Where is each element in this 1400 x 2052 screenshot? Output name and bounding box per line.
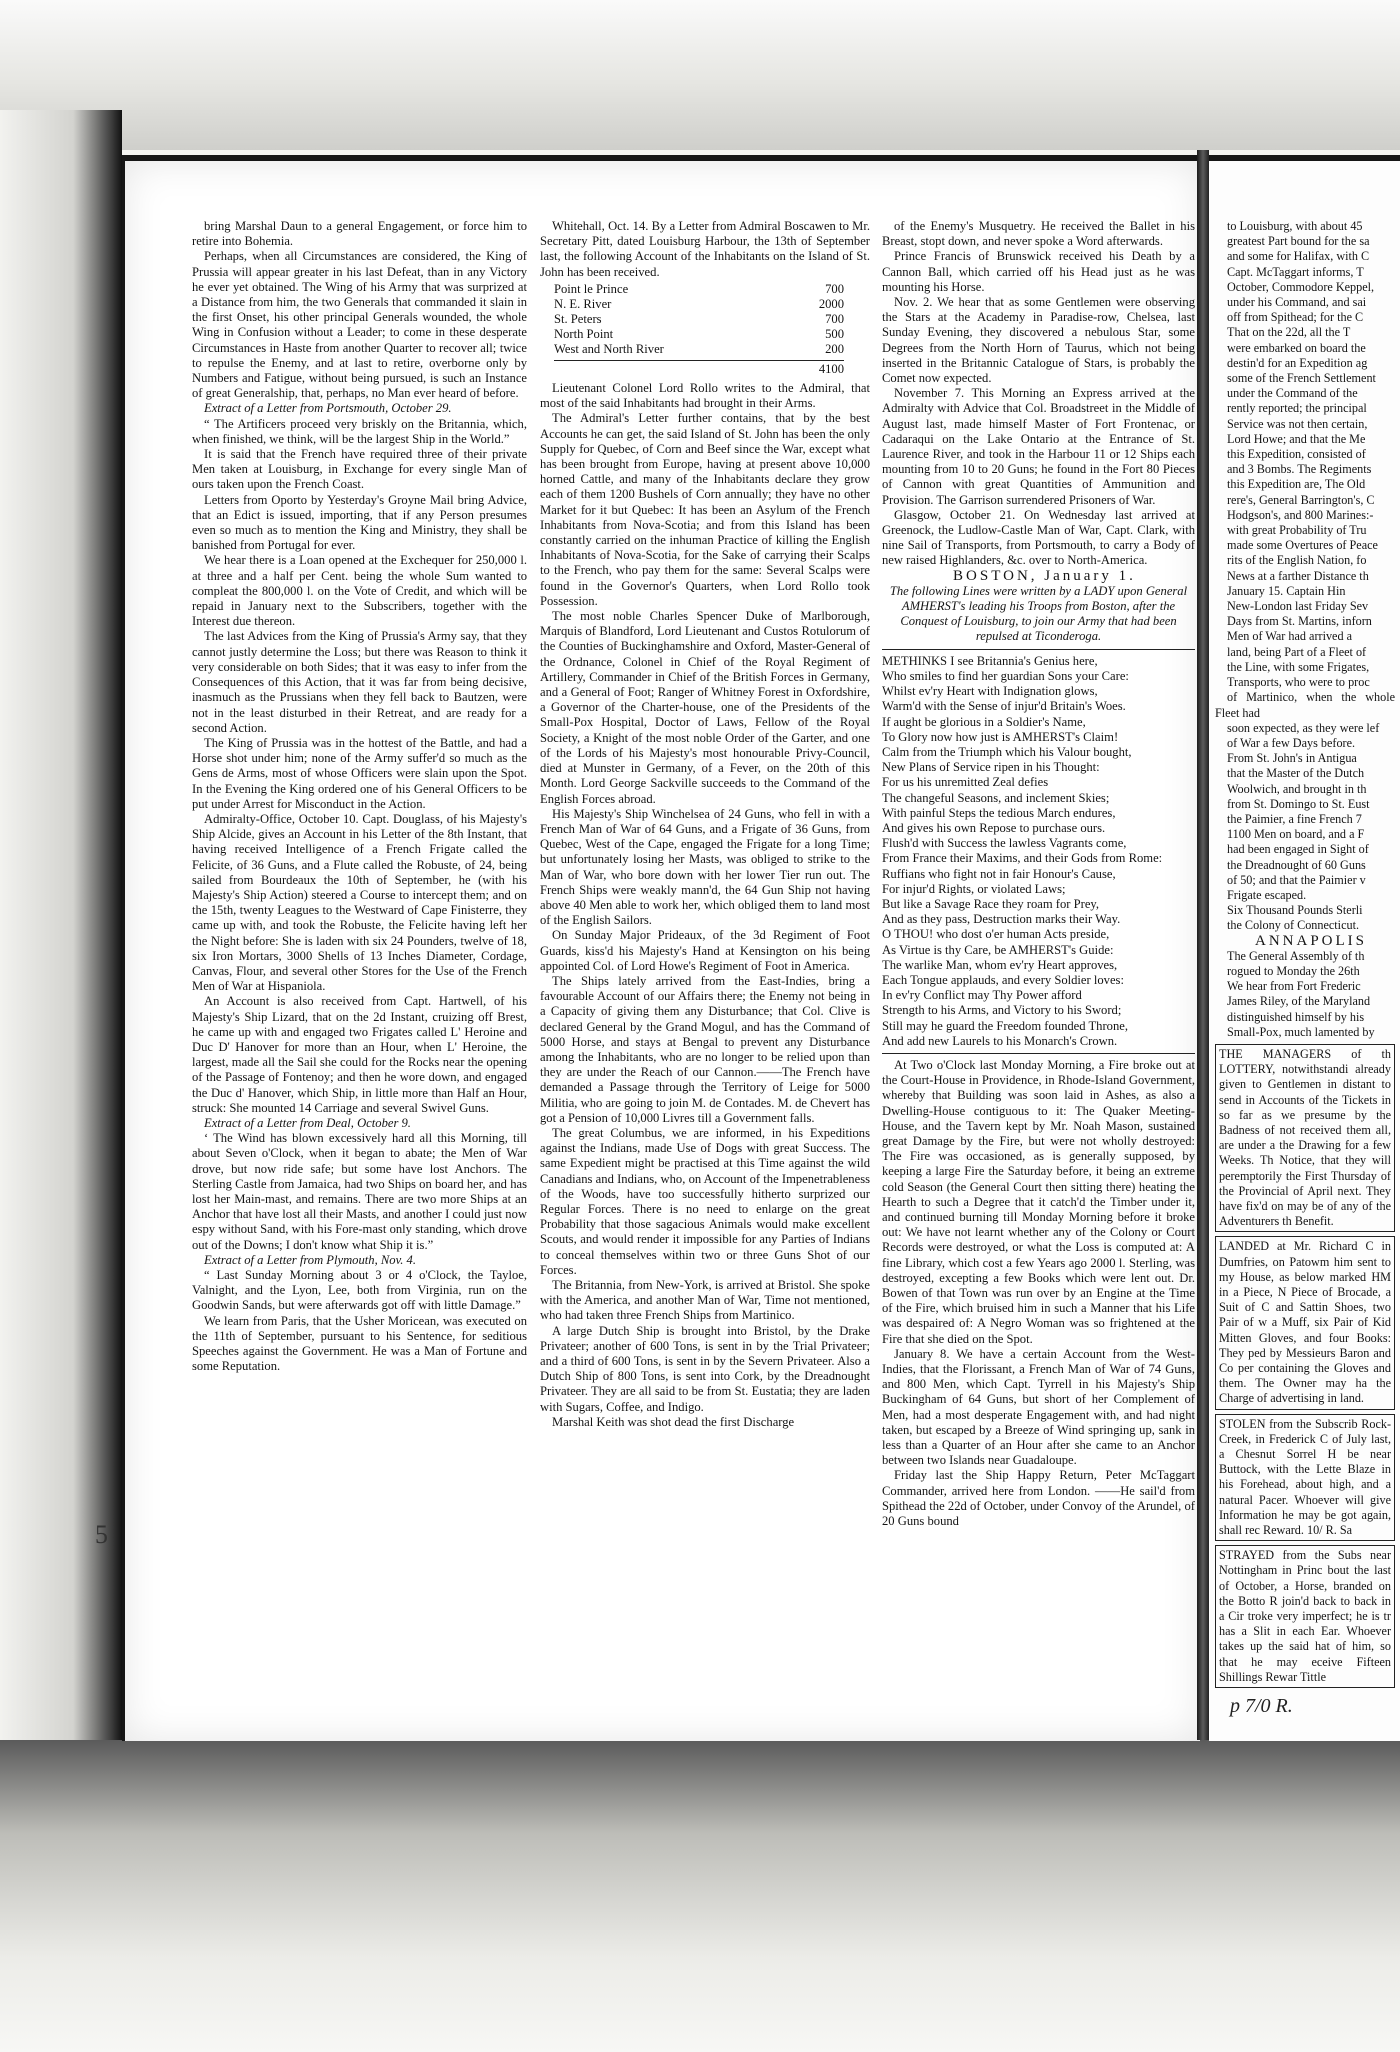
landed-notice: LANDED at Mr. Richard C in Dumfries, on Patowm him sent to my House, as below marked HM in a Piece, N Piece of Brocade, a Suit of C and Sattin Shoes, two Pair of w a Muff, six Pair of Kid Mitten Gloves, and four Books: They ped by Messieurs Baron and Co per containing the Gloves and them. The Owner may ha the Charge of advertising in land. [1215,1236,1395,1409]
article-paragraph: The King of Prussia was in the hottest of the Battle, and had a Horse shot under him; none of the Army suffer'd so much as the Gens de Arms, most of whose Officers were slain upon the Spot. In the Evening the King ordered one of his General Officers to be put under Arrest for Misconduct in the Action. [192,735,527,811]
poem-line: Each Tongue applauds, and every Soldier loves: [882,972,1124,987]
poem-line: If aught be glorious in a Soldier's Name, [882,714,1086,729]
place-name: Point le Prince [554,281,629,296]
lottery-notice: THE MANAGERS of th LOTTERY, notwithstandi already given to Gentlemen in distant to send in Accounts of the Tickets in so far as we presume by the Badness of not received them all, are under a the Drawing for a few Weeks. Th Notice, that they will peremptorily the First Thursday of the Provincial of April next. They have fix'd on may be of any of the Adventurers th Benefit. [1215,1044,1395,1232]
article-paragraph: An Account is also received from Capt. Hartwell, of his Majesty's Ship Lizard, that on the 2d Instant, cruizing off Brest, he came up with and engaged two Frigates called L' Heroine and Duc D' Hanover for more than an Hour, when L' Heroine, the largest, made all the Sail she could for the Rocks near the opening of the Passage of Fontenoy; and then he wore down, and engaged the Duc d' Hanover, which Ship, in little more than Half an Hour, struck: She mounted 14 Carriage and several Swivel Guns. [192,994,527,1115]
article-paragraph: On Sunday Major Prideaux, of the 3d Regiment of Foot Guards, kiss'd his Majesty's Hand at Kensington on his being appointed Col. of Lord Howe's Regiment of Foot in America. [540,928,870,973]
article-line: to Louisburg, with about 45 [1227,219,1363,233]
article-line: Hodgson's, and 800 Marines:- [1227,507,1374,522]
article-line: rogued to Monday the 26th [1227,963,1360,978]
margin-mark: 5 [95,1520,108,1549]
poem-line: Still may he guard the Freedom founded Throne, [882,1018,1128,1033]
article-paragraph: A large Dutch Ship is brought into Bristol, by the Drake Privateer; another of 600 Tons, is sent in by the Trial Privateer; and a third of 600 Tons, is sent in by the Severn Privateer. Also a Dutch Ship of 800 Tons, is sent into Cork, by the Dreadnought Privateer. They are all said to be from St. Eustatia; they are laden with Sugars, Coffee, and Indigo. [540,1323,870,1414]
table-row [554,342,844,357]
article-paragraph: Nov. 2. We hear that as some Gentlemen were observing the Stars at the Academy in Paradise-row, Chelsea, last Sunday Evening, they discovered a nebulous Star, some Degrees from the North Horn of Taurus, which not being inserted in the Britannic Catalogue of Stars, is probably the Comet now expected. [882,295,1195,386]
article-paragraph: “ Last Sunday Morning about 3 or 4 o'Clock, the Tayloe, Valnight, and the Lyon, Lee, both from Virginia, run on the Goodwin Sands, but were afterwards got off with little Damage.” [192,1268,527,1313]
article-paragraph: Extract of a Letter from Portsmouth, October 29. [204,401,452,416]
poem-line: Warm'd with the Sense of injur'd Britain's Woes. [882,699,1126,714]
article-line: That on the 22d, all the T [1227,325,1351,340]
article-line: New-London last Friday Sev [1227,599,1369,614]
article-line: land, being Part of a Fleet of [1227,644,1367,659]
divider [882,1053,1195,1054]
table-row [554,282,844,297]
annapolis-heading: ANNAPOLIS [1254,932,1367,949]
poem-line: Who smiles to find her guardian Sons your Care: [882,668,1129,683]
article-line: and some for Halifax, with C [1227,249,1370,264]
poem-line: METHINKS I see Britannia's Genius here, [882,653,1098,668]
article-paragraph: The Ships lately arrived from the East-Indies, bring a favourable Account of our Affairs there; the Enemy not being in a Capacity of giving them any Disturbance; that Col. Clive is declared General by the Grand Mogul, and has the Command of 5000 Horse, and stays at Bengal to prevent any Disturbance among the Inhabitants, who are no longer to be relied upon than they are under the Reach of our Cannon.——The French have demanded a Passage through the Territory of Leige for 5000 Militia, who are going to join M. de Contades. M. de Chevert has got a Pension of 10,000 Livres till a Government falls. [540,973,870,1125]
article-line: Small-Pox, much lamented by [1227,1024,1375,1039]
article-line: the Line, with some Frigates, [1227,659,1370,674]
article-paragraph: November 7. This Morning an Express arrived at the Admiralty with Advice that Col. Broadstreet in the Middle of August last, made himself Master of Fort Frontenac, or Cadaraqui on the Lake Ontario at the Entrance of St. Laurence River, and took in the Harbour 11 or 12 Ships each mounting from 10 to 20 Guns; he found in the Fort 80 Pieces of Cannon with great Quantities of Ammunition and Provision. The Garrison surrendered Prisoners of War. [882,386,1195,507]
article-line: the Paimier, a fine French 7 [1227,811,1362,826]
poem-line: In ev'ry Conflict may Thy Power afford [882,988,1082,1003]
place-name: West and North River [554,341,664,356]
article-line: Transports, who were to proc [1227,675,1370,690]
article-paragraph: January 8. We have a certain Account from the West-Indies, that the Florissant, a French Man of War of 74 Guns, and 800 Men, which Capt. Tyrrell in his Majesty's Ship Buckingham of 64 Guns, but short of her Complement of Men, had a most desperate Engagement with, and had night taken, but escaped by a Breeze of Wind springing up, sank in less than a Quarter of an Hour after she came to an Anchor between two Islands near Guadaloupe. [882,1346,1195,1468]
whitehall-intro: Whitehall, Oct. 14. By a Letter from Admiral Boscawen to Mr. Secretary Pitt, dated Louisburg Harbour, the 13th of September last, the following Account of the Inhabitants on the Island of St. John has been received. [540,219,870,279]
article-line: this Expedition, consisted of [1227,447,1366,462]
article-line: The General Assembly of th [1227,948,1365,963]
article-line: distinguished himself by his [1227,1009,1365,1024]
article-line: of Martinico, when the whole Fleet had [1215,690,1395,720]
scan-background-left [0,110,122,1750]
article-line: Six Thousand Pounds Sterli [1227,903,1363,918]
poem-line: The changeful Seasons, and inclement Skies; [882,790,1110,805]
place-name: St. Peters [554,311,602,326]
article-paragraph: It is said that the French have required three of their private Men taken at Louisburg, in Exchange for every single Man of ours taken upon the French Coast. [192,447,527,492]
newspaper-page [122,155,1200,1741]
scan-background-bottom [0,1740,1400,2052]
article-line: destin'd for an Expedition ag [1227,355,1368,370]
poem-line: From France their Maxims, and their Gods from Rome: [882,851,1163,866]
adjacent-page [1209,155,1400,1741]
page-gutter [1197,150,1209,1740]
article-paragraph: of the Enemy's Musquetry. He received the Ballet in his Breast, stopt down, and never spoke a Word afterwards. [882,219,1195,249]
article-paragraph: The great Columbus, we are informed, in his Expeditions against the Indians, made Use of Dogs with great Success. The same Expedient might be practised at this Time against the wild Canadians and Indians, who, on Account of the Impenetrableness of the Woods, have too successfully hitherto surprized our Regular Forces. There is no need to enlarge on the great Probability that those sagacious Animals would make excellent Scouts, and would render it impossible for any Parties of Indians to conceal themselves within two or three Guns Shot of our Forces. [540,1125,870,1277]
article-line: Men of War had arrived a [1227,629,1353,644]
article-paragraph: Extract of a Letter from Plymouth, Nov. 4. [204,1252,416,1267]
article-paragraph: Lieutenant Colonel Lord Rollo writes to the Admiral, that most of the said Inhabitants had brought in their Arms. [540,381,870,411]
table-row [554,312,844,327]
article-paragraph: At Two o'Clock last Monday Morning, a Fire broke out at the Court-House in Providence, in Rhode-Island Government, whereby that Building was soon laid in Ashes, as also a Dwelling-House contiguous to it: The Quaker Meeting-House, and the Tavern kept by Mr. Noah Mason, sustained great Damage by the Fire, but were not wholly destroyed: The Fire was occasioned, as is generally supposed, by keeping a large Fire the Saturday before, it being an extreme cold Season (the General Court then sitting there) heating the Hearth to such a Degree that it catch'd the Timber under it, and continued burning till Monday Morning before it broke out: We have not learnt whether any of the Colony or Court Records were destroyed, or what the Loss is computed at: A fine Library, which cost a few Years ago 2000 l. Sterling, was destroyed, excepting a few Books which were lent out. Dr. Bowen of that Town was run over by an Engine at the Time of the Fire, which bruised him in such a Manner that his Life was despaired of: A Negro Woman was so frightened at the Fire that she died on the Spot. [882,1057,1195,1346]
article-line: the Colony of Connecticut. [1227,918,1360,933]
article-line: that the Master of the Dutch [1227,766,1365,781]
poem-line: Whilst ev'ry Heart with Indignation glows, [882,684,1098,699]
article-paragraph: We hear there is a Loan opened at the Exchequer for 250,000 l. at three and a half per Cent. being the whole Sum wanted to compleat the 800,000 l. on the Vote of Credit, and which will be repaid in January next to the Subscribers, together with the Interest due thereon. [192,553,527,629]
article-paragraph: The last Advices from the King of Prussia's Army say, that they cannot justly determine the Loss; but there was Reason to think it very considerable on both Sides; that it was easy to infer from the Consequences of this Action, that it was far from being decisive, inasmuch as the Prussians when they fell back to Bautzen, were not in the least disturbed in their Retreat, and are ready for a second Action. [192,629,527,735]
article-line: soon expected, as they were lef [1227,720,1380,735]
article-line: the Dreadnought of 60 Guns [1227,857,1366,872]
column-2 [540,219,870,1739]
poem-line: Ruffians who fight not in fair Honour's Cause, [882,866,1116,881]
poem-line: To Glory now how just is AMHERST's Claim! [882,729,1119,744]
article-line: under his Command, and sai [1227,295,1367,310]
table-total: 4100 [554,360,844,377]
inhabitant-count: 200 [825,341,844,356]
stolen-notice: STOLEN from the Subscrib Rock-Creek, in Frederick C of July last, a Chesnut Sorrel H be near Buttock, with the Lette Blaze in his Forehead, about high, and a natural Pacer. Whoever will give Information he may be got again, shall rec Reward. 10/ R. Sa [1215,1414,1395,1542]
article-line: rits of the English Nation, fo [1227,553,1367,568]
article-paragraph: We learn from Paris, that the Usher Moricean, was executed on the 11th of September, pursuant to his Sentence, for seditious Speeches against the Government. He was a Man of Fortune and some Reputation. [192,1313,527,1374]
poem-intro: The following Lines were written by a LADY upon General AMHERST's leading his Troops from Boston, after the Conquest of Louisburg, to join our Army that had been repulsed at Ticonderoga. [889,583,1188,644]
poem-line: The warlike Man, whom ev'ry Heart approves, [882,957,1118,972]
article-line: rently reported; the principal [1227,401,1367,416]
poem-line: As Virtue is thy Care, be AMHERST's Guide: [882,942,1114,957]
poem-line: O THOU! who dost o'er human Acts preside, [882,927,1110,942]
column-4 [1215,219,1395,1741]
article-line: From St. John's in Antigua [1227,751,1357,766]
divider [882,649,1195,650]
article-paragraph: Letters from Oporto by Yesterday's Groyne Mail bring Advice, that an Edict is issued, importing, that if any Person presumes even so much as to mention the King and Ministry, they shall be banished from Portugal for ever. [192,492,527,553]
poem-line: Strength to his Arms, and Victory to his Sword; [882,1003,1122,1018]
article-line: under the Command of the [1227,386,1358,401]
strayed-notice: STRAYED from the Subs near Nottingham in Princ bout the last of October, a Horse, branded on the Botto R join'd back to back in a Cir troke very imperfect; he is tr has a Slit in each Ear. Whoever takes up the said hat of him, so that he may eceive Fifteen Shillings Rewar Tittle [1215,1545,1395,1688]
poem-line: Calm from the Triumph which his Valour bought, [882,744,1132,759]
boston-heading: BOSTON, January 1. [953,567,1136,584]
scan-background-top [0,0,1400,150]
article-line: of War a few Days before. [1227,735,1356,750]
article-line: this Expedition are, The Old [1227,477,1366,492]
article-line: October, Commodore Keppel, [1227,279,1375,294]
article-paragraph: Prince Francis of Brunswick received his Death by a Cannon Ball, which carried off his Head just as he was mounting his Horse. [882,249,1195,294]
article-line: Capt. McTaggart informs, T [1227,264,1364,279]
article-paragraph: Glasgow, October 21. On Wednesday last arrived at Greenock, the Ludlow-Castle Man of War, Capt. Clark, with nine Sail of Transports, from Portsmouth, to carry a Body of new raised Highlanders, &c. over to North-America. [882,507,1195,568]
poem-line: New Plans of Service ripen in his Thought: [882,760,1100,775]
article-paragraph: Extract of a Letter from Deal, October 9. [204,1115,411,1130]
poem [882,654,1195,1049]
article-paragraph: The Admiral's Letter further contains, that by the best Accounts he can get, the said Island of St. John has been the only Supply for Quebec, of Corn and Beef since the War, except what has been brought from Europe, having at present above 10,000 horned Cattle, and many of the Inhabitants declare they grow each of them 1200 Bushels of Corn annually; they have no other Market for it but Quebec: It has been an Asylum of the French Inhabitants from Nova-Scotia; and from this Island has been constantly carried on the inhuman Practice of killing the English Inhabitants of Nova-Scotia, for the Sake of carrying their Scalps to the French, who pay them for the same: Several Scalps were found in the Governor's Quarters, when Lord Rollo took Possession. [540,411,870,608]
article-line: James Riley, of the Maryland [1227,994,1371,1009]
article-line: January 15. Captain Hin [1227,583,1346,598]
article-line: had been engaged in Sight of [1227,842,1369,857]
article-paragraph: Perhaps, when all Circumstances are considered, the King of Prussia will appear greater in his last Defeat, than in any Victory he ever yet obtained. The Wing of his Army that was surprized at a Distance from him, the two Generals that commanded it slain in the first Onset, his other principal Generals wounded, the whole Wing in Confusion without a Leader; to come in these desperate Circumstances in Haste from another Quarter to recover all; twice to repulse the Enemy, and at last to retire, overborne only by Numbers and Fatigue, without being pursued, is such an Instance of great Generalship, that, perhaps, no Man ever heard of before. [192,249,527,401]
inhabitants-table [554,282,844,377]
poem-line: For injur'd Rights, or violated Laws; [882,881,1066,896]
inhabitant-count: 700 [825,311,844,326]
article-line: some of the French Settlement [1227,371,1376,386]
poem-line: But like a Savage Race they roam for Prey, [882,896,1100,911]
article-paragraph: ‘ The Wind has blown excessively hard all this Morning, till about Seven o'Clock, when it began to abate; the Men of War drove, but now ride safe; but some have lost Anchors. The Sterling Castle from Jamaica, had two Ships on board her, and has lost her Main-mast, and remains. There are two more Ships at an Anchor that have lost all their Masts, and another I could just now espy without Sand, with his Fore-mast only standing, which drove out of the Downs; I don't know what Ship it is.” [192,1131,527,1252]
inhabitant-count: 700 [825,281,844,296]
poem-line: And add new Laurels to his Monarch's Crown. [882,1033,1118,1048]
article-paragraph: bring Marshal Daun to a general Engagement, or force him to retire into Bohemia. [192,219,527,249]
article-line: Frigate escaped. [1227,887,1307,902]
article-line: with great Probability of Tru [1227,523,1367,538]
article-line: Lord Howe; and that the Me [1227,431,1366,446]
article-line: from St. Domingo to St. Eust [1227,796,1370,811]
column-3 [882,219,1195,1739]
article-line: Service was not then certain, [1227,416,1368,431]
inhabitant-count: 500 [825,326,844,341]
poem-line: Flush'd with Success the lawless Vagrants come, [882,836,1127,851]
article-line: Woolwich, and brought in th [1227,781,1367,796]
table-row [554,297,844,312]
article-line: were embarked on board the [1227,340,1366,355]
article-paragraph: His Majesty's Ship Winchelsea of 24 Guns, who fell in with a French Man of War of 64 Guns, and a Frigate of 36 Guns, from Quebec, West of the Cape, engaged the Frigate for a long Time; but unfortunately losing her Masts, was obliged to strike to the Man of War, who bore down with her lower Tier run out. The French Ships were weakly mann'd, the 64 Gun Ship not having above 40 Men able to work her, which obliged them to land most of the English Sailors. [540,806,870,928]
inhabitant-count: 2000 [818,296,844,311]
article-line: of 50; and that the Paimier v [1227,872,1366,887]
poem-line: And gives his own Repose to purchase ours. [882,820,1106,835]
article-paragraph: Marshal Keith was shot dead the first Discharge [552,1414,795,1429]
article-line: greatest Part bound for the sa [1227,234,1370,249]
article-paragraph: The Britannia, from New-York, is arrived at Bristol. She spoke with the America, and another Man of War, Time not mentioned, who had taken three French Ships from Martinico. [540,1278,870,1323]
article-paragraph: Friday last the Ship Happy Return, Peter McTaggart Commander, arrived here from London. ——He sail'd from Spithead the 22d of October, under Convoy of the Arundel, of 20 Guns bound [882,1468,1195,1529]
article-line: and 3 Bombs. The Regiments [1227,462,1372,477]
poem-line: With painful Steps the tedious March endures, [882,805,1116,820]
poem-line: For us his unremitted Zeal defies [882,775,1049,790]
article-line: News at a farther Distance th [1227,568,1369,583]
article-paragraph: “ The Artificers proceed very briskly on the Britannia, which, when finished, we think, will be the largest Ship in the World.” [192,416,527,446]
column-1 [192,219,527,1739]
table-row [554,327,844,342]
poem-line: And as they pass, Destruction marks their Way. [882,912,1121,927]
article-paragraph: The most noble Charles Spencer Duke of Marlborough, Marquis of Blandford, Lord Lieutenant and Custos Rotulorum of the Counties of Buckinghamshire and Oxford, Master-General of the Ordnance, Colonel in Chief of the Royal Regiment of Artillery, Commander in Chief of the British Forces in Germany, and a General of Foot; Ranger of Whitney Forest in Oxfordshire, a Governor of the Charter-house, one of the Presidents of the Small-Pox Hospital, Doctor of Laws, Fellow of the Royal Society, a Knight of the most noble Order of the Garter, and one of the Lords of his Majesty's most honourable Privy-Council, died at Munster in Germany, of a Fever, on the 20th of this Month. Lord George Sackville succeeds to the Command of the English Forces abroad. [540,609,870,806]
place-name: North Point [554,326,614,341]
article-line: We hear from Fort Frederic [1227,979,1361,994]
article-paragraph: Admiralty-Office, October 10. Capt. Douglass, of his Majesty's Ship Alcide, gives an Account in his Letter of the 8th Instant, that having received Intelligence of a French Frigate called the Felicite, of 36 Guns, and a Flute called the Robuste, of 24, being sailed from Bourdeaux the 10th of September, he (with his Majesty's Ship Action) steered a Course to intercept them; and on the 15th, twenty Leagues to the Westward of Cape Finisterre, they came up with, and took the Robuste, the Felicite having left her the Night before: She is laden with six 24 Pounders, twelve of 18, six Iron Mortars, 3000 Shells of 13 Inches Diameter, Cordage, Canvas, Flour, and several other Stores for the Use of the French Men of War at Hispaniola. [192,811,527,994]
article-line: rere's, General Barrington's, C [1227,492,1375,507]
handwritten-note: p 7/0 R. [1230,1695,1293,1717]
article-line: Days from St. Martins, inforn [1227,614,1372,629]
article-line: made some Overtures of Peace [1227,538,1378,553]
article-line: off from Spithead; for the C [1227,310,1364,325]
place-name: N. E. River [554,296,612,311]
article-line: 1100 Men on board, and a F [1227,827,1365,842]
